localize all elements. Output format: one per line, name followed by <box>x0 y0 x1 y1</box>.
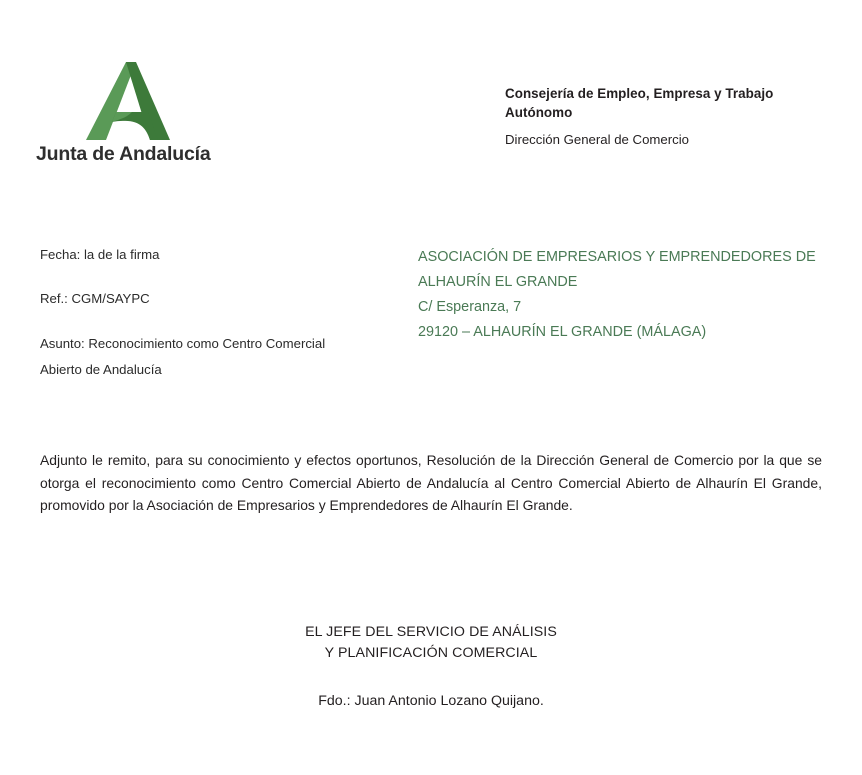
signatory-title-line-2: Y PLANIFICACIÓN COMERCIAL <box>324 645 538 661</box>
subject-field-line-2: Abierto de Andalucía <box>40 362 162 377</box>
signatory-title-line-1: EL JEFE DEL SERVICIO DE ANÁLISIS <box>305 624 557 640</box>
institution-wordmark: Junta de Andalucía <box>36 143 211 165</box>
letter-metadata <box>40 246 390 379</box>
department-name-line-1: Consejería de Empleo, Empresa y Trabajo <box>505 86 774 101</box>
recipient-name-line-2: ALHAURÍN EL GRANDE <box>418 274 578 290</box>
department-unit: Dirección General de Comercio <box>505 132 689 147</box>
body-paragraph: Adjunto le remito, para su conocimiento y efectos oportunos, Resolución de la Dirección General de Comercio por la que se otorga el reconocimiento como Centro Comercial Abierto de Andalucía al Centro Comercial Abierto de Alhaurín El Grande, promovido por la Asociación de Empresarios y Emprendedores de Alhaurín El Grande. <box>40 452 822 513</box>
department-name <box>505 84 835 122</box>
recipient-city: 29120 – ALHAURÍN EL GRANDE (MÁLAGA) <box>418 324 707 340</box>
department-name-line-2: Autónomo <box>505 105 573 120</box>
institution-logo <box>36 62 256 166</box>
subject-field-line-1: Asunto: Reconocimiento como Centro Comercial <box>40 336 326 351</box>
date-field: Fecha: la de la firma <box>40 247 160 262</box>
signatory-name: Fdo.: Juan Antonio Lozano Quijano. <box>318 693 544 709</box>
junta-de-andalucia-a-logo-icon <box>86 62 170 140</box>
recipient-address <box>418 245 838 345</box>
recipient-street: C/ Esperanza, 7 <box>418 299 522 315</box>
letterhead <box>0 0 862 190</box>
letter-body <box>40 449 822 517</box>
reference-field: Ref.: CGM/SAYPC <box>40 291 150 306</box>
recipient-name-line-1: ASOCIACIÓN DE EMPRESARIOS Y EMPRENDEDORES DE <box>418 249 816 265</box>
signature-block <box>131 622 731 712</box>
department-header <box>505 84 835 149</box>
